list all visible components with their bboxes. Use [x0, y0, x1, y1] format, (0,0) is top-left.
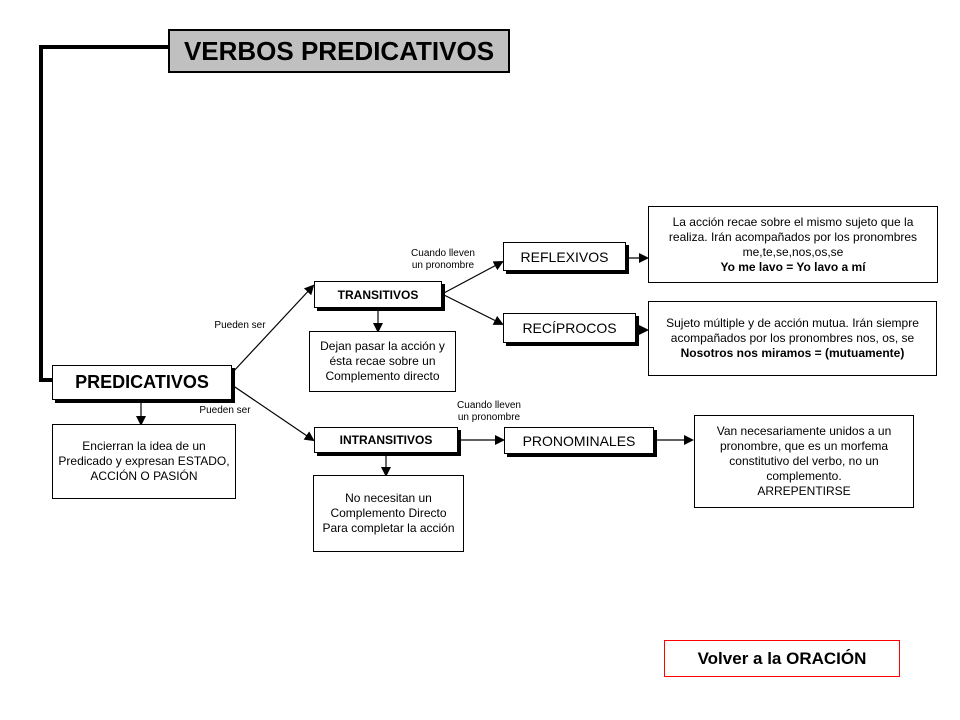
node-transitivos-desc-text: Dejan pasar la acción y ésta recae sobre un Complemento directo	[320, 339, 445, 383]
node-reciprocos-label: RECÍPROCOS	[522, 320, 617, 336]
page-title	[168, 29, 510, 73]
node-intransitivos-desc-text: No necesitan un Complemento Directo Para completar la acción	[322, 491, 455, 535]
edge-label-cuando-reflexivos-line1: Cuando lleven	[411, 248, 475, 259]
node-pronominales-label: PRONOMINALES	[522, 432, 636, 449]
node-intransitivos	[314, 427, 458, 453]
arrow-transitivos-reciprocos	[442, 294, 502, 324]
node-pronominales	[504, 427, 654, 454]
title-bracket-line	[41, 47, 168, 380]
node-pronominales-desc-text: Van necesariamente unidos a un pronombre, que es un morfema constitutivo del verbo, no un complemento.	[716, 424, 892, 483]
node-reflexivos-desc-text: La acción recae sobre el mismo sujeto que la realiza. Irán acompañados por los pronombres me,te,se,nos,os,se	[668, 214, 918, 259]
node-reflexivos	[503, 242, 626, 271]
node-reflexivos-desc	[648, 206, 938, 283]
back-to-oracion-label: Volver a la ORACIÓN	[697, 648, 867, 668]
node-reciprocos-example: Nosotros nos miramos = (mutuamente)	[680, 346, 905, 360]
node-reciprocos-desc	[648, 301, 937, 376]
edge-label-cuando-pronominales-line2: un pronombre	[457, 412, 521, 423]
edge-label-pueden-ser-transitivos: Pueden ser	[214, 320, 266, 331]
edge-label-cuando-reflexivos-line2: un pronombre	[411, 260, 475, 271]
node-pronominales-desc	[694, 415, 914, 508]
edge-label-cuando-reflexivos	[396, 248, 490, 272]
back-to-oracion-button[interactable]	[664, 640, 900, 677]
page-title-text: VERBOS PREDICATIVOS	[183, 35, 495, 66]
node-reciprocos	[503, 313, 636, 343]
edge-label-cuando-pronominales	[444, 400, 534, 424]
node-reciprocos-desc-text: Sujeto múltiple y de acción mutua. Irán siempre acompañados por los pronombres nos, os, se	[666, 316, 919, 345]
node-intransitivos-label: INTRANSITIVOS	[339, 433, 433, 447]
node-predicativos-label: PREDICATIVOS	[75, 372, 209, 392]
node-pronominales-example: ARREPENTIRSE	[757, 484, 851, 498]
edge-label-cuando-pronominales-line1: Cuando lleven	[457, 400, 521, 411]
node-transitivos-desc	[309, 331, 456, 392]
node-transitivos	[314, 281, 442, 308]
node-reflexivos-example: Yo me lavo = Yo lavo a mí	[720, 259, 866, 274]
node-reflexivos-label: REFLEXIVOS	[520, 248, 609, 265]
node-predicativos-desc	[52, 424, 236, 499]
node-predicativos-desc-text: Encierran la idea de un Predicado y expresan ESTADO, ACCIÓN O PASIÓN	[58, 439, 230, 483]
node-predicativos	[52, 365, 232, 400]
node-intransitivos-desc	[313, 475, 464, 552]
edge-label-pueden-ser-intransitivos: Pueden ser	[199, 405, 251, 416]
node-transitivos-label: TRANSITIVOS	[337, 287, 419, 302]
